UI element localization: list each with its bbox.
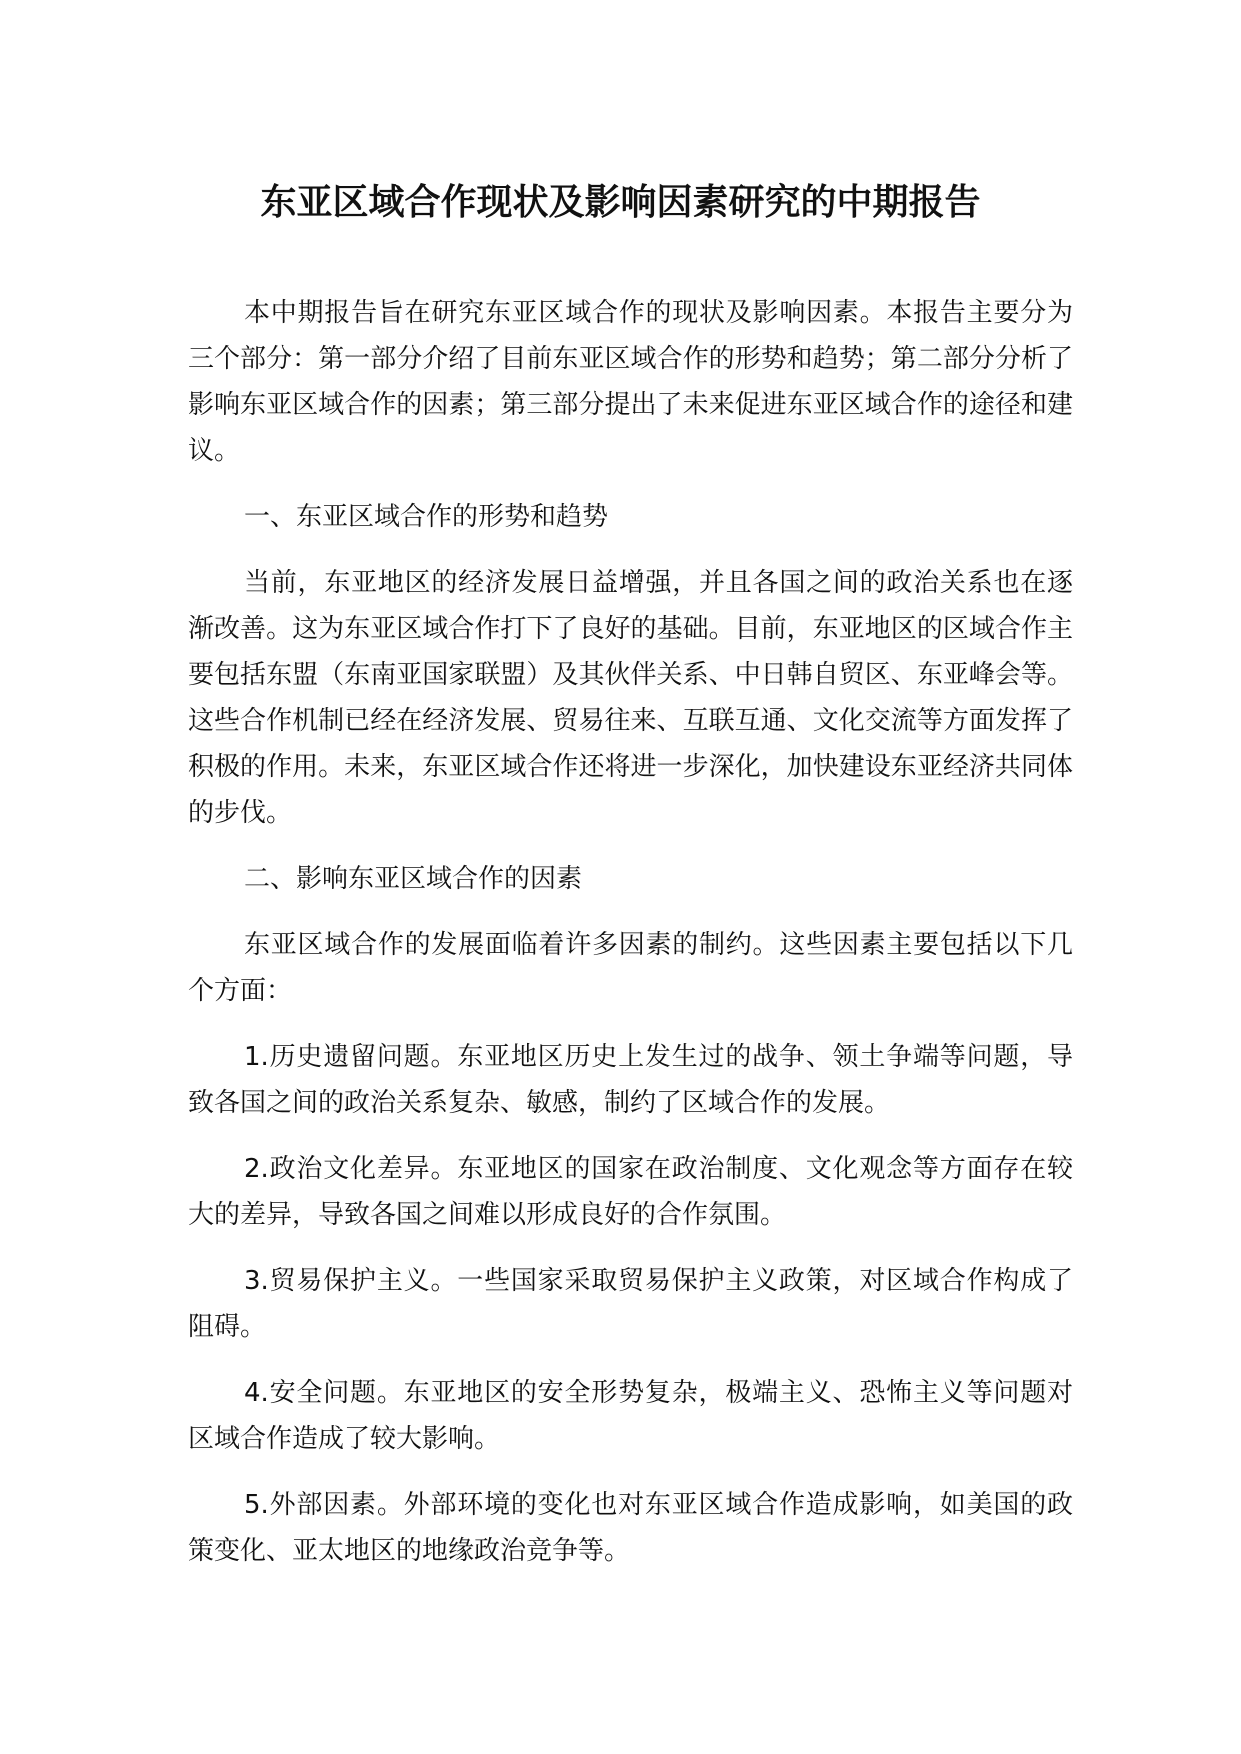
factor-item-4: 4.安全问题。东亚地区的安全形势复杂，极端主义、恐怖主义等问题对区域合作造成了较大影响。: [188, 1378, 1073, 1454]
factor-item-5: 5.外部因素。外部环境的变化也对东亚区域合作造成影响，如美国的政策变化、亚太地区的地缘政治竞争等。: [188, 1490, 1073, 1566]
section-heading-1: 一、东亚区域合作的形势和趋势: [244, 502, 609, 532]
factor-item-3: 3.贸易保护主义。一些国家采取贸易保护主义政策，对区域合作构成了阻碍。: [188, 1266, 1073, 1342]
section-2-intro-paragraph: 东亚区域合作的发展面临着许多因素的制约。这些因素主要包括以下几个方面：: [188, 930, 1073, 1006]
intro-paragraph: 本中期报告旨在研究东亚区域合作的现状及影响因素。本报告主要分为三个部分：第一部分介绍了目前东亚区域合作的形势和趋势；第二部分分析了影响东亚区域合作的因素；第三部分提出了未来促进东亚区域合作的途径和建议。: [188, 298, 1073, 466]
section-1-paragraph: 当前，东亚地区的经济发展日益增强，并且各国之间的政治关系也在逐渐改善。这为东亚区域合作打下了良好的基础。目前，东亚地区的区域合作主要包括东盟（东南亚国家联盟）及其伙伴关系、中日韩自贸区、东亚峰会等。这些合作机制已经在经济发展、贸易往来、互联互通、文化交流等方面发挥了积极的作用。未来，东亚区域合作还将进一步深化，加快建设东亚经济共同体的步伐。: [188, 568, 1073, 828]
factor-item-2: 2.政治文化差异。东亚地区的国家在政治制度、文化观念等方面存在较大的差异，导致各国之间难以形成良好的合作氛围。: [188, 1154, 1073, 1230]
factor-item-1: 1.历史遗留问题。东亚地区历史上发生过的战争、领土争端等问题，导致各国之间的政治关系复杂、敏感，制约了区域合作的发展。: [188, 1042, 1073, 1118]
page-title: 东亚区域合作现状及影响因素研究的中期报告: [260, 182, 981, 223]
document-body: [188, 290, 1073, 1594]
section-heading-2: 二、影响东亚区域合作的因素: [244, 864, 583, 894]
